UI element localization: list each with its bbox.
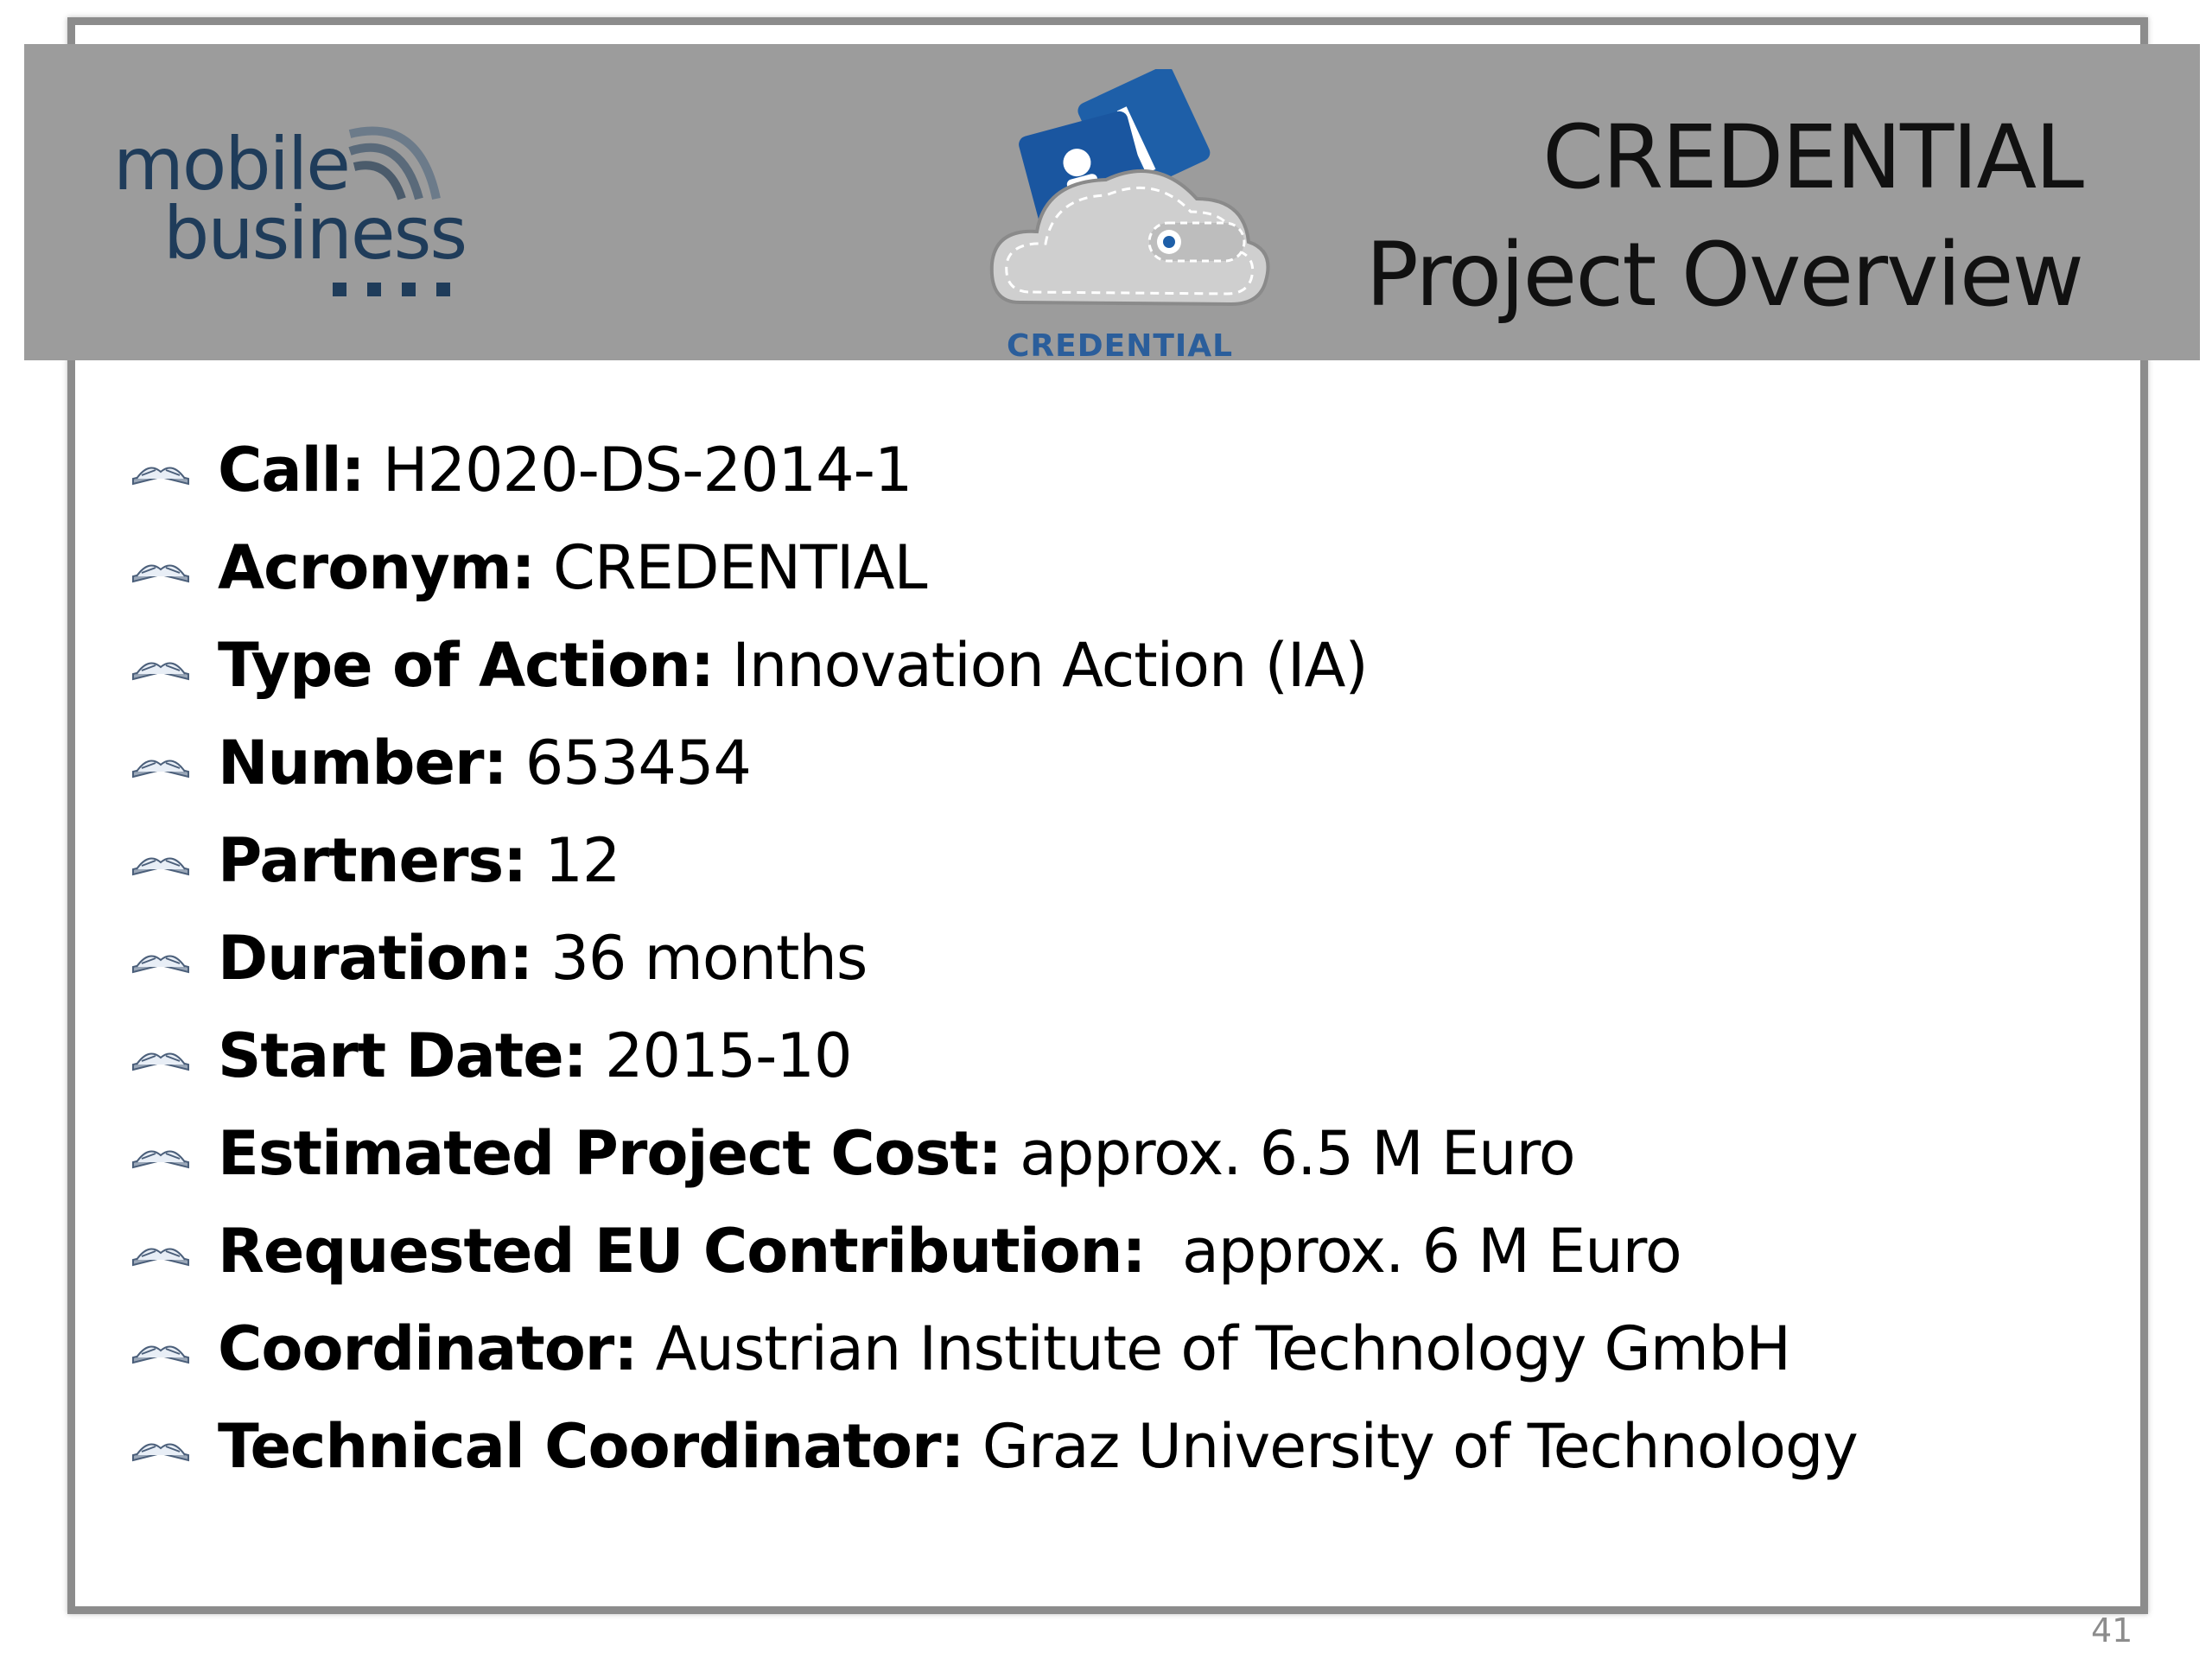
item-value: Austrian Institute of Technology GmbH: [637, 1313, 1791, 1384]
item-value: Innovation Action (IA): [713, 629, 1368, 701]
logo-word-mobile: mobile: [113, 122, 349, 207]
item-label: Coordinator:: [218, 1313, 638, 1384]
book-bullet-icon: [130, 941, 192, 976]
item-value: CREDENTIAL: [534, 531, 927, 603]
logo-word-business: business: [163, 191, 467, 276]
item-value: Graz University of Technology: [963, 1410, 1858, 1482]
list-item: [130, 1104, 2100, 1202]
item-label: Acronym:: [218, 531, 535, 603]
item-label: Requested EU Contribution:: [218, 1215, 1146, 1287]
item-label: Start Date:: [218, 1020, 587, 1091]
book-bullet-icon: [130, 1136, 192, 1171]
list-item: [130, 616, 2100, 714]
item-value: approx. 6 M Euro: [1145, 1215, 1681, 1287]
project-facts-list: [130, 421, 2100, 1495]
item-label: Partners:: [218, 824, 527, 896]
book-bullet-icon: [130, 1234, 192, 1268]
book-bullet-icon: [130, 1039, 192, 1073]
book-bullet-icon: [130, 843, 192, 878]
mobile-business-logo: [91, 73, 471, 307]
book-bullet-icon: [130, 453, 192, 487]
item-value: 2015-10: [586, 1020, 852, 1091]
item-value: 653454: [506, 727, 751, 798]
item-label: Duration:: [218, 922, 533, 994]
book-bullet-icon: [130, 550, 192, 585]
list-item: [130, 518, 2100, 616]
list-item: [130, 811, 2100, 909]
list-item: [130, 1300, 2100, 1397]
book-bullet-icon: [130, 746, 192, 780]
item-value: 36 months: [532, 922, 868, 994]
item-value: approx. 6.5 M Euro: [1001, 1117, 1575, 1189]
list-item: [130, 909, 2100, 1007]
list-item: [130, 1007, 2100, 1104]
item-label: Number:: [218, 727, 507, 798]
slide-title: [1365, 99, 2082, 334]
page-number: 41: [2091, 1611, 2133, 1649]
book-bullet-icon: [130, 648, 192, 683]
item-value: H2020-DS-2014-1: [364, 434, 912, 505]
credential-logo: [985, 69, 1279, 363]
item-label: Technical Coordinator:: [218, 1410, 964, 1482]
list-item: [130, 1397, 2100, 1495]
book-bullet-icon: [130, 1332, 192, 1366]
cloud-cards-icon: [985, 69, 1279, 328]
title-line-2: Project Overview: [1365, 224, 2082, 327]
item-value: 12: [526, 824, 620, 896]
list-item: [130, 1202, 2100, 1300]
signal-arcs-icon: [341, 117, 445, 203]
book-bullet-icon: [130, 1429, 192, 1464]
credential-logo-caption: CREDENTIAL: [1007, 328, 1234, 364]
item-label: Type of Action:: [218, 629, 714, 701]
list-item: [130, 714, 2100, 811]
item-label: Estimated Project Cost:: [218, 1117, 1001, 1189]
list-item: [130, 421, 2100, 518]
title-line-1: CREDENTIAL: [1542, 106, 2082, 209]
logo-dots-icon: [333, 281, 462, 300]
item-label: Call:: [218, 434, 365, 505]
